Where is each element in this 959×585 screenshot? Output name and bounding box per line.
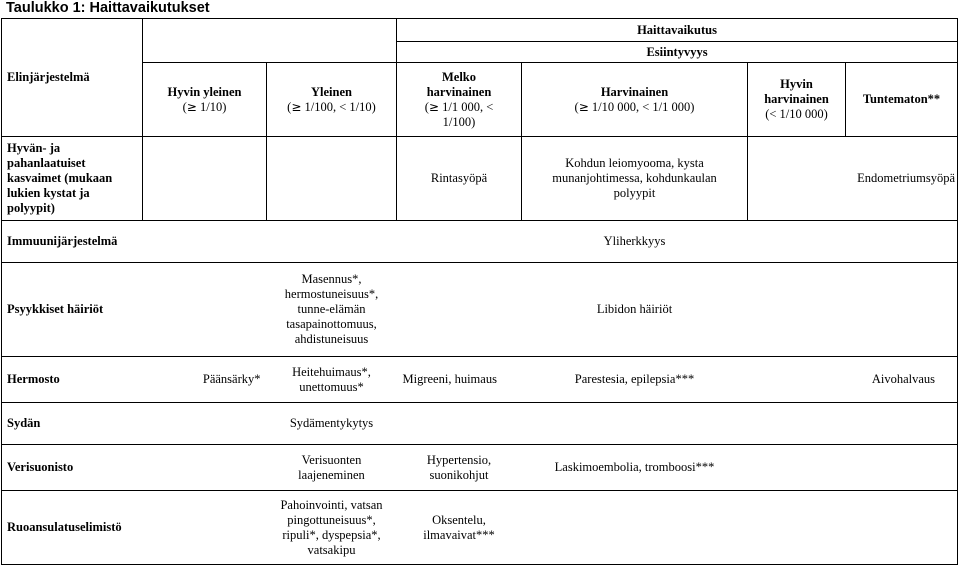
nervous-uncommon: Migreeni, huimaus (397, 357, 522, 403)
nervous-common: Heitehuimaus*, unettomuus* (267, 357, 397, 403)
cell-empty (846, 445, 958, 491)
table-caption: Taulukko 1: Haittavaikutukset (6, 0, 210, 16)
cell-empty (267, 137, 397, 221)
col-uncommon-name: Melko harvinainen (426, 69, 492, 99)
col-rare-name: Harvinainen (600, 84, 669, 99)
range-text: 1/10) (196, 99, 227, 114)
header-organ-system: Elinjärjestelmä (2, 19, 143, 137)
col-very-rare-range: (< 1/10 000) (765, 107, 828, 121)
cell-empty (748, 357, 846, 403)
cell-empty (143, 403, 267, 445)
psychiatric-rare: Libidon häiriöt (522, 263, 748, 357)
cell-empty (748, 403, 846, 445)
vascular-uncommon: Hypertensio, suonikohjut (397, 445, 522, 491)
geq-symbol: ≥ (291, 99, 302, 114)
cell-empty (846, 221, 958, 263)
immune-rare: Yliherkkyys (522, 221, 748, 263)
nervous-very-common: Päänsärky* (143, 357, 267, 403)
range-text: 1/100, < 1/10) (301, 99, 376, 114)
cell-empty (846, 403, 958, 445)
col-very-common-name: Hyvin yleinen (167, 84, 242, 99)
tumors-uncommon: Rintasyöpä (397, 137, 522, 221)
nervous-rare: Parestesia, epilepsia*** (522, 357, 748, 403)
row-vascular-system: Verisuonisto (2, 445, 143, 491)
geq-symbol: ≥ (186, 99, 197, 114)
row-psychiatric-system: Psyykkiset häiriöt (2, 263, 143, 357)
header-blank (143, 19, 397, 42)
cell-empty (748, 491, 846, 565)
vascular-common: Verisuonten laajeneminen (267, 445, 397, 491)
cell-empty (267, 221, 397, 263)
cell-empty (748, 221, 846, 263)
col-unknown: Tuntematon** (846, 63, 958, 137)
col-very-rare-name: Hyvin harvinainen (764, 77, 829, 106)
range-text: 1/10 000, < 1/1 000) (588, 99, 695, 114)
col-rare (522, 63, 748, 137)
psychiatric-common: Masennus*, hermostuneisuus*, tunne-elämän tasapainottomuus, ahdistuneisuus (267, 263, 397, 357)
col-uncommon (397, 63, 522, 137)
vascular-rare: Laskimoembolia, tromboosi*** (522, 445, 748, 491)
cell-empty (522, 491, 748, 565)
nervous-unknown: Aivohalvaus (846, 357, 958, 403)
col-common (267, 63, 397, 137)
cell-empty (748, 445, 846, 491)
gastro-common: Pahoinvointi, vatsan pingottuneisuus*, ripuli*, dyspepsia*, vatsakipu (267, 491, 397, 565)
col-uncommon-range: (≥ 1/1 000, < 1/100) (424, 99, 494, 129)
row-tumors-system: Hyvän- ja pahanlaatuiset kasvaimet (mukaan lukien kystat ja polyypit) (2, 137, 143, 221)
cell-empty (748, 263, 846, 357)
col-common-range: (≥ 1/100, < 1/10) (287, 99, 376, 114)
adverse-effects-table (1, 18, 958, 565)
tumors-rare: Kohdun leiomyooma, kysta munanjohtimessa, kohdunkaulan polyypit (522, 137, 748, 221)
geq-symbol: ≥ (578, 99, 589, 114)
row-gastro-system: Ruoansulatuselimistö (2, 491, 143, 565)
cardiac-common: Sydämentykytys (267, 403, 397, 445)
row-nervous-system: Hermosto (2, 357, 143, 403)
cell-empty (143, 445, 267, 491)
cell-empty (846, 263, 958, 357)
header-frequency: Esiintyvyys (397, 42, 958, 63)
cell-empty (397, 221, 522, 263)
col-very-common (143, 63, 267, 137)
header-adverse-effect: Haittavaikutus (397, 19, 958, 42)
col-very-common-range: (≥ 1/10) (182, 99, 227, 114)
cell-empty (397, 403, 522, 445)
row-cardiac-system: Sydän (2, 403, 143, 445)
tumors-unknown: Endometriumsyöpä (846, 137, 958, 221)
cell-empty (846, 491, 958, 565)
header-blank-2 (143, 42, 397, 63)
range-text: 1/1 000, < 1/100) (438, 99, 494, 129)
col-common-name: Yleinen (311, 84, 352, 99)
cell-empty (748, 137, 846, 221)
col-rare-range: (≥ 1/10 000, < 1/1 000) (574, 99, 695, 114)
geq-symbol: ≥ (428, 99, 439, 114)
gastro-uncommon: Oksentelu, ilmavaivat*** (397, 491, 522, 565)
cell-empty (143, 491, 267, 565)
row-immune-system: Immuunijärjestelmä (2, 221, 143, 263)
cell-empty (522, 403, 748, 445)
cell-empty (397, 263, 522, 357)
col-very-rare (748, 63, 846, 137)
cell-empty (143, 263, 267, 357)
cell-empty (143, 137, 267, 221)
cell-empty (143, 221, 267, 263)
